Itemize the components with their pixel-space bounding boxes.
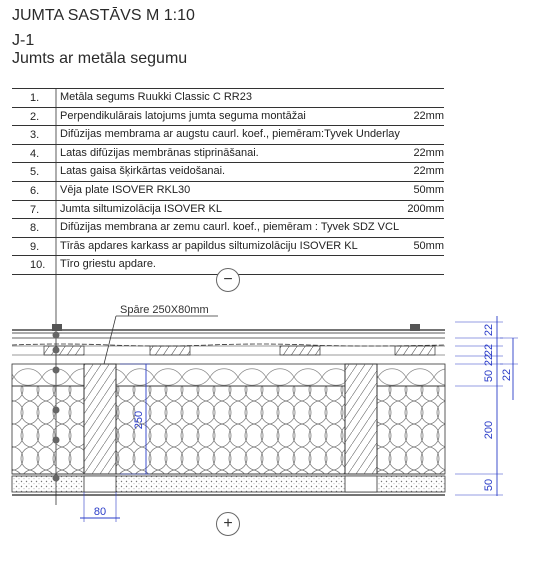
zoom-out-button[interactable]: −: [216, 268, 240, 292]
layer-description: Vēja plate ISOVER RKL30: [60, 183, 191, 196]
layer-number: 7.: [30, 203, 40, 216]
layer-wind-board: [12, 364, 445, 386]
layer-number: 4.: [30, 147, 40, 160]
layer-thickness: 22mm: [413, 109, 444, 122]
layer-counter-battens: [12, 346, 445, 355]
drawing-code: J-1: [12, 32, 35, 49]
layer-description: Jumta siltumizolācija ISOVER KL: [60, 202, 222, 215]
layer-number: 2.: [30, 110, 40, 123]
dim-right-label: 50: [483, 369, 495, 383]
rafter: [84, 364, 116, 474]
layer-number: 9.: [30, 240, 40, 253]
layer-description: Perpendikulārais latojums jumta seguma montāžai: [60, 109, 306, 122]
layer-description: Difūzijas membrama ar augstu caurl. koef., piemēram:Tyvek Underlay: [60, 128, 400, 141]
right-dimension-chain: [455, 316, 518, 496]
dim-right-label: 22: [483, 323, 495, 337]
rafter-label: Spāre 250X80mm: [120, 304, 209, 316]
layer-thickness: 50mm: [413, 239, 444, 252]
layer-thickness: 22mm: [413, 146, 444, 159]
layer-description: Metāla segums Ruukki Classic C RR23: [60, 91, 252, 103]
drawing-title: JUMTA SASTĀVS M 1:10: [12, 7, 195, 24]
dim-right-label: 50: [483, 478, 495, 492]
zoom-in-button[interactable]: +: [216, 512, 240, 536]
layer-number: 8.: [30, 222, 40, 235]
layer-thickness: 50mm: [413, 183, 444, 196]
dim-right-label: 200: [483, 420, 495, 440]
layer-description: Tīrās apdares karkass ar papildus siltumizolāciju ISOVER KL: [60, 239, 358, 252]
rafter: [345, 364, 377, 474]
layer-number: 6.: [30, 184, 40, 197]
dim-rafter-width-label: 80: [93, 506, 107, 518]
layer-number: 5.: [30, 166, 40, 179]
layer-number: 3.: [30, 129, 40, 142]
layer-description: Tīro griestu apdare.: [60, 258, 156, 271]
rafter-width-dimension: [80, 492, 120, 522]
dim-right-label: 22: [483, 343, 495, 357]
layer-thickness: 200mm: [407, 202, 444, 215]
layer-metal-roofing: [12, 324, 445, 333]
dim-air-total-label: 22: [501, 368, 513, 382]
layer-number: 10.: [30, 259, 46, 272]
layer-description: Difūzijas membrana ar zemu caurl. koef., piemēram : Tyvek SDZ VCL: [60, 221, 400, 234]
dim-rafter-height-label: 250: [133, 410, 145, 430]
drawing-subtitle: Jumts ar metāla segumu: [12, 50, 188, 67]
layer-finishing-frame: [12, 476, 445, 492]
layer-thickness: 22mm: [413, 165, 444, 178]
dim-right-label: 22: [483, 353, 495, 367]
layer-number: 1.: [30, 92, 40, 104]
layer-main-insulation: [12, 386, 445, 474]
layer-description: Latas gaisa šķirkārtas veidošanai.: [60, 165, 226, 178]
layer-description: Latas difūzijas membrānas stiprināšanai.: [60, 146, 259, 159]
